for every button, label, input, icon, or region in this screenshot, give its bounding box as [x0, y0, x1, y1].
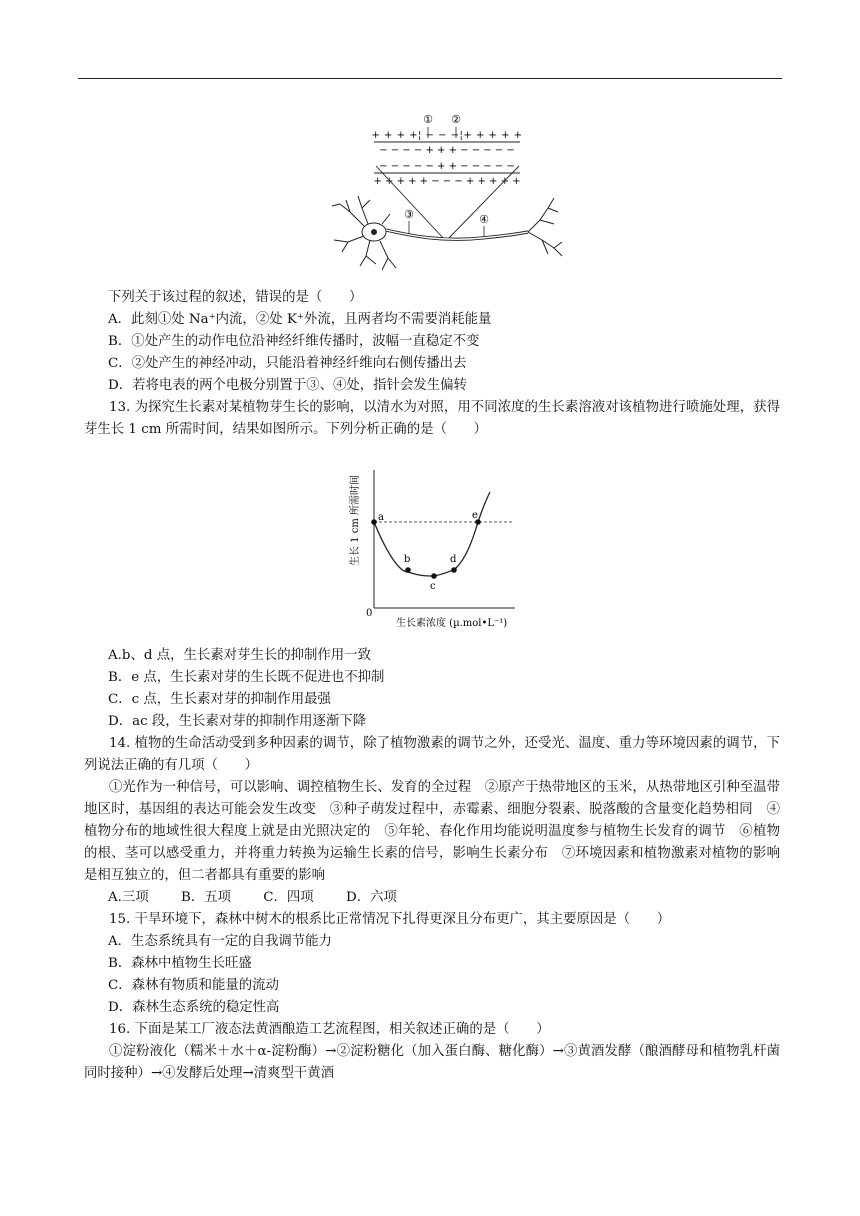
- q15-option-d: D．森林生态系统的稳定性高: [108, 1000, 280, 1015]
- q12-stem: 下列关于该过程的叙述，错误的是（ ）: [108, 290, 363, 305]
- q15-stem: 15. 干旱环境下，森林中树木的根系比正常情况下扎得更深且分布更广，其主要原因是（ ）: [109, 912, 671, 927]
- q13-option-d: D．ac 段，生长素对芽的抑制作用逐渐下降: [108, 714, 367, 729]
- charge-row-3: − − − − − + + − − − − −: [379, 161, 515, 172]
- q13-option-c: C．c 点，生长素对芽的抑制作用最强: [108, 692, 331, 707]
- q15-option-c: C．森林有物质和能量的流动: [108, 978, 279, 993]
- point-b: [405, 567, 411, 573]
- q14-body: ①光作为一种信号，可以影响、调控植物生长、发育的全过程 ②原产于热带地区的玉米，从热带地区引种至温带地区时，基因组的表达可能会发生改变 ③种子萌发过程中，赤霉素、细胞分裂素、脱落酸的含量变化趋势相同 ④植物分布的地域性很大程度上就是由光照决定的 ⑤年轮、春化作用均能说明温度参与植物生长发育的调节 ⑥植物的根、茎可以感受重力，并将重力转换为运输生长素的信号，影响生长素分布 ⑦环境因素和植物激素对植物的影响是相互独立的，但二者都具有重要的影响: [84, 780, 780, 883]
- marker-4-label: ④: [479, 213, 489, 226]
- chart-xlabel: 生长素浓度 (µ.mol•L⁻¹): [396, 618, 508, 629]
- curve-points: [371, 519, 481, 579]
- q12-option-b: B．①处产生的动作电位沿神经纤维传播时，波幅一直稳定不变: [108, 334, 480, 349]
- q12-option-c: C．②处产生的神经冲动，只能沿着神经纤维向右侧传播出去: [108, 356, 467, 371]
- chart-ylabel: 生长 1 cm 所需时间: [350, 475, 361, 566]
- point-e-label: e: [472, 510, 478, 521]
- charge-row-4: + + + + + − − − + + + + +: [373, 176, 521, 187]
- neuron-diagram: [322, 108, 572, 276]
- response-curve: [374, 492, 490, 576]
- q14-option-c: C．四项: [263, 890, 314, 905]
- q13-option-b: B．e 点，生长素对芽的生长既不促进也不抑制: [108, 670, 385, 685]
- q14-option-a: A.三项: [108, 890, 149, 905]
- auxin-curve-chart: [340, 458, 530, 634]
- marker-3-label: ③: [404, 208, 414, 221]
- q15-option-b: B．森林中植物生长旺盛: [108, 956, 252, 971]
- point-c: [431, 573, 437, 579]
- charge-row-2: − − − − + + + − − − − −: [379, 145, 515, 156]
- marker-1-label: ①: [423, 113, 433, 126]
- charge-row-1: + + + +¦ − − −¦+ + + + +: [371, 130, 523, 141]
- q14-options: [108, 887, 425, 909]
- point-d-label: d: [450, 554, 457, 565]
- axon-terminal: [528, 198, 562, 256]
- point-a-label: a: [378, 512, 384, 523]
- point-c-label: c: [430, 581, 436, 592]
- q13-stem: 13. 为探究生长素对某植物芽生长的影响，以清水为对照，用不同浓度的生长素溶液对该植物进行喷施处理，获得芽生长 1 cm 所需时间，结果如图所示。下列分析正确的是（ ）: [84, 400, 780, 437]
- header-rule: [78, 78, 782, 79]
- q14-option-b: B．五项: [180, 890, 231, 905]
- q16-stem: 16. 下面是某工厂液态法黄酒酿造工艺流程图，相关叙述正确的是（ ）: [109, 1022, 550, 1037]
- q14-option-d: D．六项: [345, 890, 397, 905]
- q15-option-a: A．生态系统具有一定的自我调节能力: [108, 934, 332, 949]
- q12-option-d: D．若将电表的两个电极分别置于③、④处，指针会发生偏转: [108, 378, 467, 393]
- q14-stem: 14. 植物的生命活动受到多种因素的调节，除了植物激素的调节之外，还受光、温度、重力等环境因素的调节，下列说法正确的有几项（ ）: [84, 736, 780, 773]
- chart-origin: 0: [366, 608, 373, 619]
- point-a: [371, 519, 377, 525]
- q16-body: ①淀粉液化（糯米＋水＋α-淀粉酶）→②淀粉糖化（加入蛋白酶、糖化酶）→③黄酒发酵（酿酒酵母和植物乳杆菌同时接种）→④发酵后处理→清爽型干黄酒: [84, 1044, 780, 1081]
- q13-option-a: A.b、d 点，生长素对芽生长的抑制作用一致: [108, 648, 371, 663]
- point-b-label: b: [404, 554, 411, 565]
- marker-2-label: ②: [451, 113, 461, 126]
- q12-option-a: A．此刻①处 Na⁺内流，②处 K⁺外流，且两者均不需要消耗能量: [108, 312, 492, 327]
- point-d: [451, 567, 457, 573]
